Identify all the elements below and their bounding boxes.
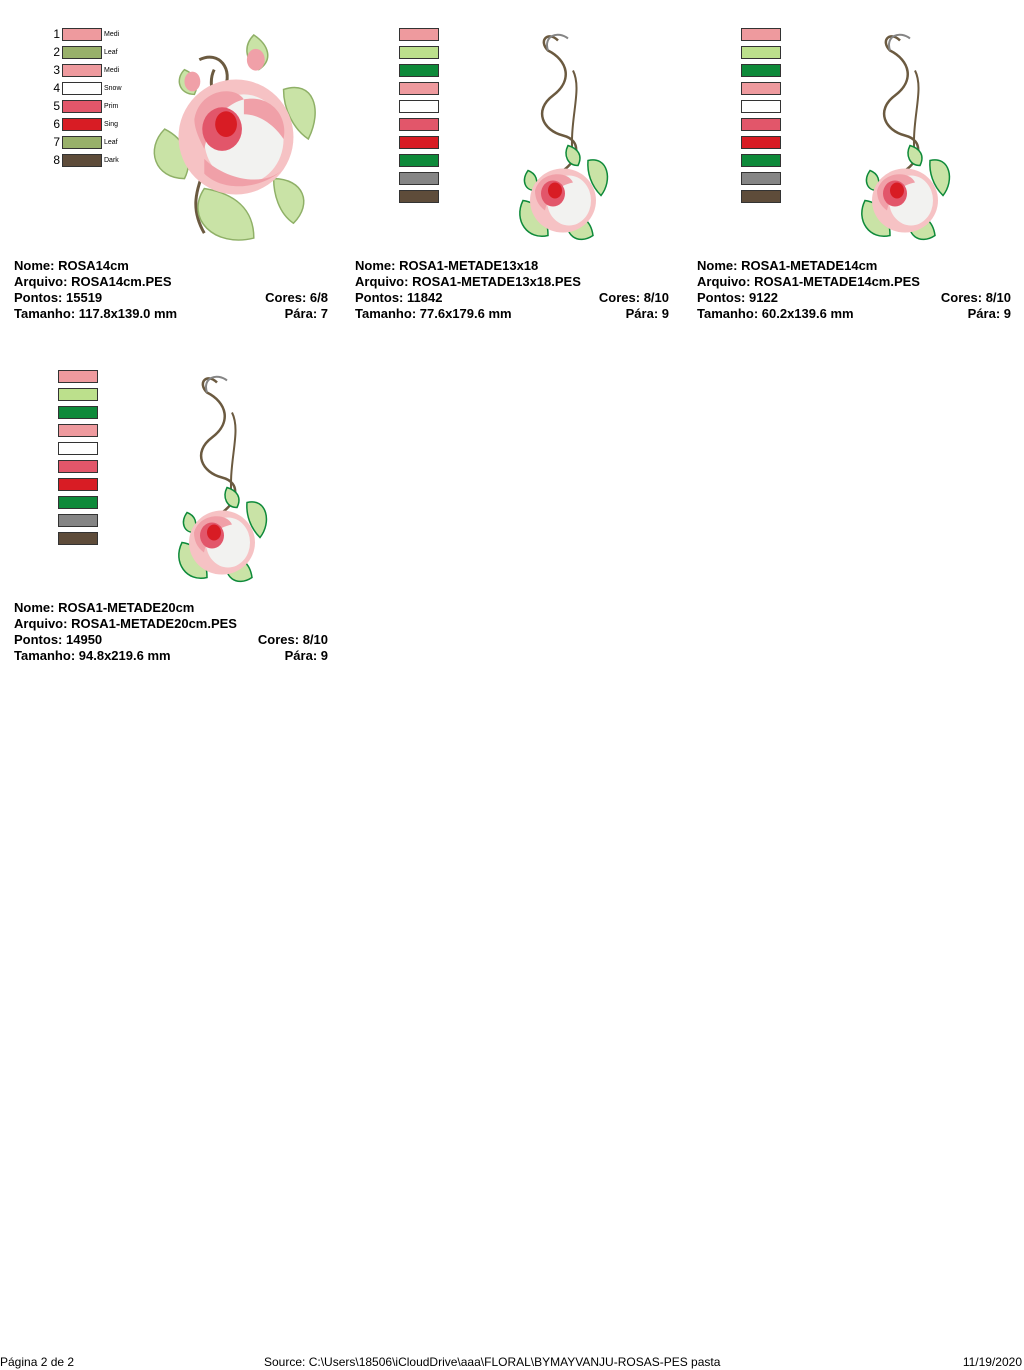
swatch-number: 2 [53,45,60,59]
cores-value: 6/8 [309,290,328,305]
color-swatch [399,154,439,167]
color-swatch [58,406,98,419]
arquivo-value: ROSA1-METADE13x18.PES [412,274,581,289]
cores-label: Cores: [257,632,303,647]
color-swatch [62,82,102,95]
design-card-1 [14,28,334,358]
footer-page-number: Página 2 de 2 [0,1355,75,1369]
tamanho-value: 117.8x139.0 mm [78,306,178,321]
pontos-label: Pontos: [14,290,66,305]
color-swatch [399,100,439,113]
swatch-number: 4 [53,81,60,95]
design-card-4 [14,370,334,700]
color-swatch [399,82,439,95]
color-swatch [62,28,102,41]
design-info [697,258,1011,322]
color-swatch [741,28,781,41]
color-swatch [62,46,102,59]
para-label: Pára: [967,306,1004,321]
tamanho-label: Tamanho: [697,306,762,321]
arquivo-value: ROSA1-METADE14cm.PES [754,274,920,289]
color-swatch [741,118,781,131]
color-swatch [741,136,781,149]
color-swatch [741,100,781,113]
cores-label: Cores: [598,290,644,305]
nome-value: ROSA1-METADE20cm [58,600,195,615]
swatch-thread-name: Medi [104,67,120,74]
design-info [14,258,328,322]
color-swatch [58,424,98,437]
color-swatch [58,370,98,383]
color-swatch [399,136,439,149]
para-label: Pára: [625,306,662,321]
color-swatch [58,388,98,401]
swatch-thread-name: Medi [104,31,120,38]
rose-embroidery-image [855,30,955,246]
arquivo-value: ROSA1-METADE20cm.PES [71,616,237,631]
arquivo-label: Arquivo: [14,616,72,631]
color-swatch [741,46,781,59]
color-swatch [62,136,102,149]
swatch-number: 8 [53,153,60,167]
para-label: Pára: [284,306,321,321]
swatch-number: 6 [53,117,60,131]
color-swatch [399,64,439,77]
cores-label: Cores: [265,290,310,305]
color-swatch [741,190,781,203]
cores-value: 8/10 [985,290,1011,305]
nome-value: ROSA14cm [58,258,129,273]
design-card-3 [697,28,1017,358]
swatch-number: 7 [53,135,60,149]
pontos-value: 14950 [66,632,103,647]
color-swatch [741,172,781,185]
nome-label: Nome: [697,258,742,273]
nome-value: ROSA1-METADE14cm [741,258,878,273]
tamanho-label: Tamanho: [14,648,79,663]
arquivo-label: Arquivo: [14,274,72,289]
color-swatch [741,64,781,77]
color-swatch [62,118,102,131]
color-swatch [58,532,98,545]
para-value: 9 [1003,306,1011,321]
cores-value: 8/10 [643,290,669,305]
color-swatch [399,28,439,41]
pontos-value: 9122 [749,290,778,305]
para-label: Pára: [284,648,321,663]
tamanho-value: 60.2x139.6 mm [761,306,854,321]
color-swatch [741,82,781,95]
color-swatch [58,460,98,473]
cores-value: 8/10 [302,632,328,647]
tamanho-value: 77.6x179.6 mm [419,306,512,321]
color-swatch [399,46,439,59]
rose-embroidery-image [142,30,326,248]
cores-label: Cores: [940,290,986,305]
pontos-label: Pontos: [355,290,407,305]
para-value: 9 [320,648,328,663]
para-value: 9 [661,306,669,321]
swatch-thread-name: Sing [104,121,119,128]
pontos-label: Pontos: [14,632,66,647]
pontos-value: 15519 [66,290,103,305]
nome-label: Nome: [14,258,59,273]
pontos-label: Pontos: [697,290,749,305]
color-swatch [58,496,98,509]
rose-embroidery-image [172,372,272,588]
color-swatch [399,172,439,185]
design-card-2 [355,28,675,358]
tamanho-label: Tamanho: [355,306,420,321]
swatch-number: 3 [53,63,60,77]
nome-label: Nome: [14,600,59,615]
swatch-thread-name: Leaf [104,139,118,146]
tamanho-label: Tamanho: [14,306,79,321]
arquivo-label: Arquivo: [355,274,413,289]
nome-label: Nome: [355,258,400,273]
color-swatch [62,154,102,167]
color-swatch [399,118,439,131]
swatch-thread-name: Leaf [104,49,118,56]
design-info [14,600,328,664]
swatch-thread-name: Dark [104,157,119,164]
color-swatch [62,100,102,113]
footer-date: 11/19/2020 [962,1355,1022,1369]
para-value: 7 [320,306,328,321]
swatch-thread-name: Snow [104,85,122,92]
color-swatch [58,478,98,491]
swatch-number: 1 [53,27,60,41]
tamanho-value: 94.8x219.6 mm [78,648,171,663]
color-swatch [399,190,439,203]
footer-source-path: Source: C:\Users\18506\iCloudDrive\aaa\FLORAL\BYMAYVANJU-ROSAS-PES pasta [264,1355,721,1369]
color-swatch [62,64,102,77]
nome-value: ROSA1-METADE13x18 [399,258,539,273]
swatch-thread-name: Prim [104,103,119,110]
color-swatch [58,442,98,455]
arquivo-value: ROSA14cm.PES [71,274,172,289]
arquivo-label: Arquivo: [697,274,755,289]
color-swatch [741,154,781,167]
swatch-number: 5 [53,99,60,113]
pontos-value: 11842 [407,290,443,305]
design-info [355,258,669,322]
rose-embroidery-image [513,30,613,246]
color-swatch [58,514,98,527]
